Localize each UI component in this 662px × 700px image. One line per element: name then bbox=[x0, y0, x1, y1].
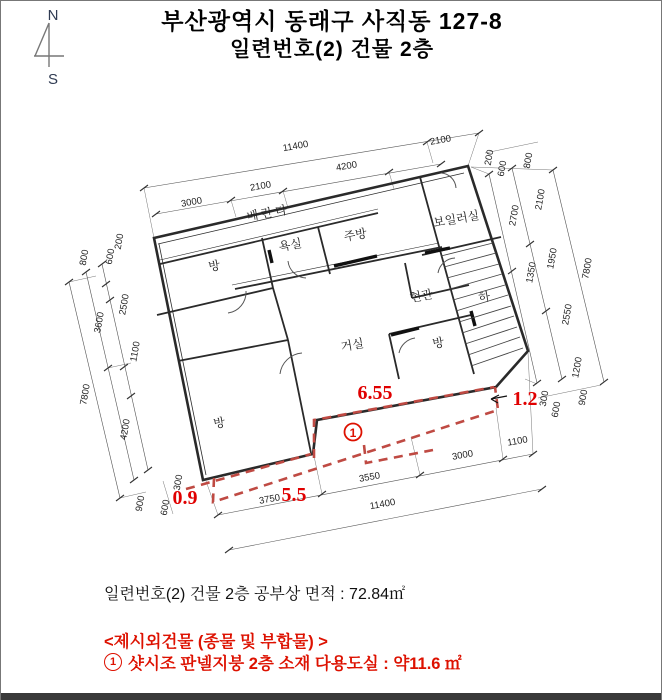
annex-marker-circle bbox=[345, 424, 362, 441]
annex-heading: <제시외건물 (종물 및 부합물) > bbox=[104, 633, 328, 651]
annex-arrow bbox=[491, 395, 507, 403]
dim-label: 1100 bbox=[506, 434, 529, 449]
room-label-room1: 방 bbox=[207, 258, 222, 274]
room-label-room2: 방 bbox=[431, 335, 446, 351]
annex-item-marker: 1 bbox=[104, 653, 122, 671]
room-label-kitchen: 주방 bbox=[342, 226, 368, 244]
page-title-serial: 일련번호(2) 건물 2층 bbox=[229, 37, 434, 61]
registered-area-line: 일련번호(2) 건물 2층 공부상 면적 : 72.84㎡ bbox=[104, 586, 406, 603]
annex-item-line bbox=[104, 650, 644, 674]
dim-label: 2100 bbox=[249, 179, 272, 194]
dim-label: 4200 bbox=[335, 159, 358, 174]
dim-label: 2100 bbox=[429, 133, 452, 148]
dim-label: 900 bbox=[133, 494, 148, 513]
dim-label: 1100 bbox=[128, 340, 143, 363]
dim-label: 600 bbox=[495, 159, 510, 178]
dim-label: 1350 bbox=[524, 261, 539, 284]
dim-label: 3000 bbox=[451, 448, 474, 463]
dim-label: 4200 bbox=[118, 418, 133, 441]
compass-north-label: N bbox=[47, 7, 59, 24]
dim-label: 2700 bbox=[507, 204, 522, 227]
dim-label: 800 bbox=[77, 248, 92, 267]
dim-label: 11400 bbox=[281, 138, 310, 155]
dim-label: 600 bbox=[103, 247, 118, 266]
dim-label: 600 bbox=[158, 498, 173, 517]
room-label-boiler: 보일러실 bbox=[432, 208, 481, 230]
annex-width-right: 1.2 bbox=[512, 388, 538, 410]
annex-outline-red-dashed bbox=[186, 387, 498, 502]
dim-label: 1950 bbox=[545, 247, 560, 270]
outer-wall-inner-line bbox=[158, 173, 464, 475]
annex-item-text: 샷시조 판넬지붕 2층 소재 다용도실 : 약11.6 ㎡ bbox=[128, 655, 462, 673]
annex-length-bottom: 5.5 bbox=[281, 484, 307, 506]
room-label-entrance: 현관 bbox=[408, 287, 434, 305]
dimension-ticks bbox=[65, 130, 608, 553]
dim-label: 900 bbox=[576, 388, 591, 407]
dim-label: 600 bbox=[549, 400, 564, 419]
extension-lines bbox=[69, 133, 601, 515]
room-label-living: 거실 bbox=[339, 336, 365, 354]
dim-label: 11400 bbox=[368, 496, 397, 513]
dim-label: 3750 bbox=[258, 492, 281, 507]
annex-width-left: 0.9 bbox=[172, 487, 198, 509]
dim-label: 3600 bbox=[92, 311, 107, 334]
dim-label: 2500 bbox=[117, 293, 132, 316]
dim-label: 1200 bbox=[570, 356, 585, 379]
annex-marker-number: 1 bbox=[349, 426, 357, 440]
dim-label: 3550 bbox=[358, 470, 381, 485]
dim-label: 800 bbox=[521, 151, 536, 170]
page-bottom-border bbox=[1, 693, 662, 700]
dim-label: 300 bbox=[537, 389, 552, 408]
dim-label: 2550 bbox=[560, 303, 575, 326]
dim-label: 7800 bbox=[580, 257, 595, 280]
dim-label: 2100 bbox=[533, 188, 548, 211]
dim-label: 7800 bbox=[78, 383, 93, 406]
dim-label: 200 bbox=[482, 148, 497, 167]
room-label-bath: 욕실 bbox=[277, 236, 303, 254]
annex-length-top: 6.55 bbox=[357, 382, 393, 404]
dim-label: 300 bbox=[171, 473, 186, 492]
dim-label: 200 bbox=[112, 232, 127, 251]
title-block bbox=[1, 7, 662, 63]
room-label-stairs-down: 하 bbox=[477, 289, 492, 305]
dim-label: 3000 bbox=[180, 195, 203, 210]
compass-south-label: S bbox=[47, 71, 59, 88]
room-label-room3: 방 bbox=[212, 415, 227, 431]
room-label-veranda: 베란다 bbox=[245, 202, 292, 224]
page-title-address: 부산광역시 동래구 사직동 127-8 bbox=[161, 8, 503, 34]
